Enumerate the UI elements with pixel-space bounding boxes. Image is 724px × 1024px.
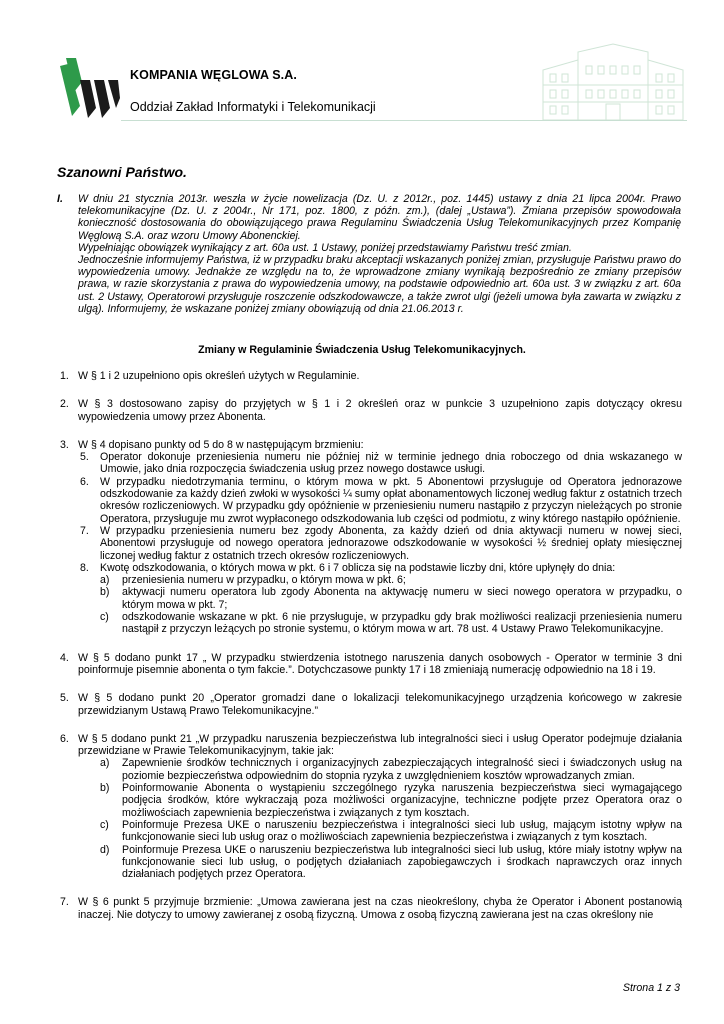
letter-label: c) [100, 611, 109, 624]
letter-text: Poinformuje Prezesa UKE o naruszeniu bezpieczeństwa lub integralności sieci lub usług, które miały istotny wpływ na funkcjonowanie sieci lub usług, o podjętych działaniach zapobiegawczych i środkach naprawczych oraz innych działaniach podjętych przez Operatora. [122, 843, 682, 881]
sub-point-number: 8. [80, 561, 89, 574]
letter-text: przeniesienia numeru w przypadku, o którym mowa w pkt. 6; [122, 574, 406, 587]
list-item [60, 733, 682, 881]
company-name: KOMPANIA WĘGLOWA S.A. [130, 68, 297, 82]
item-text: W § 5 dodano punkt 20 „Operator gromadzi dane o lokalizacji telekomunikacyjnego urządzenia końcowego w zakresie przewidzianym Ustawą Prawo Telekomunikacyjne.” [78, 692, 682, 717]
letter-label: b) [100, 782, 110, 795]
item-text: W § 6 punkt 5 przyjmuje brzmienie: „Umowa zawierana jest na czas nieokreślony, chyba że Operator i Abonent postanowią inaczej. Nie dotyczy to umowy zawieranej z osobą fizyczną. Umowa z osobą fizyczną zawierana jest na czas określony nie [78, 896, 682, 921]
intro-number: I. [57, 193, 63, 205]
list-item [60, 692, 682, 717]
letter-text: Zapewnienie środków technicznych i organizacyjnych zabezpieczających integralność sieci i świadczonych usług na poziomie bezpieczeństwa odpowiednim do stopnia ryzyka z uwzględnieniem kosztów wprowadzanych zmian. [122, 757, 682, 782]
intro-paragraph: Wypełniając obowiązek wynikający z art. 60a ust. 1 Ustawy, poniżej przedstawiamy Państwu treść zmian. [78, 241, 572, 254]
letter-point [100, 844, 682, 881]
letter-point [100, 757, 682, 782]
letter-label: a) [100, 574, 110, 587]
company-logo [60, 58, 120, 118]
sub-point-text: W przypadku przeniesienia numeru bez zgody Abonenta, za każdy dzień od dnia aktywacji numeru w nowej sieci, Abonentowi przysługuje od nowego operatora jednorazowe odszkodowanie w wysokości ½ średniej opłaty miesięcznej liczonej według faktur z ostatnich trzech okresów rozliczeniowych. [100, 524, 682, 562]
building-watermark-icon [538, 40, 688, 122]
letter-text: Poinformowanie Abonenta o wystąpieniu szczególnego ryzyka naruszenia bezpieczeństwa sieci wymagającego podjęcia środków, które wykraczają poza możliwości organizacyjne, techniczne podjęte przez Operatora oraz o możliwościach zapewnienia bezpieczeństwa i związanych z tym kosztach. [122, 782, 682, 819]
page-number: Strona 1 z 3 [622, 982, 680, 994]
item-number: 7. [60, 896, 69, 909]
letter-point [100, 782, 682, 819]
item-text: W § 5 dodano punkt 17 „ W przypadku stwierdzenia istotnego naruszenia danych osobowych - Operator w terminie 3 dni poinformuje pisemnie abonenta o tym fakcie.”. Dotychczasowe punkty 17 i 18 zmieniają numerację odpowiednio na 18 i 19. [78, 651, 682, 676]
sub-point-text: W przypadku niedotrzymania terminu, o którym mowa w pkt. 5 Abonentowi przysługuje od Operatora jednorazowe odszkodowanie za każdy dzień zwłoki w wysokości ¼ sumy opłat abonamentowych liczonej według faktur z ostatnich trzech okresów rozliczeniowych. W przypadku gdy opóźnienie w przeniesieniu numeru nastąpiło z przyczyn nieleżących po stronie Operatora, przysługuje mu zwrot wypłaconego odszkodowania lub części od podmiotu, z winy którego nastąpiło opóźnienie. [100, 475, 682, 525]
section-heading: Zmiany w Regulaminie Świadczenia Usług Telekomunikacyjnych. [198, 344, 526, 356]
sub-point [80, 476, 682, 525]
letter-label: a) [100, 757, 110, 770]
letter-text: aktywacji numeru operatora lub zgody Abonenta na aktywację numeru w sieci nowego operatora w przypadku, o którym mowa w pkt. 7; [122, 586, 682, 611]
sub-point-number: 7. [80, 524, 89, 537]
list-item [60, 370, 682, 382]
item-text: W § 1 i 2 uzupełniono opis określeń użytych w Regulaminie. [78, 370, 360, 382]
item-text: W § 5 dodano punkt 21 „W przypadku naruszenia bezpieczeństwa lub integralności sieci i usług Operator podejmuje działania przewidziane w Prawie Telekomunikacyjnym, takie jak: [78, 732, 682, 758]
letter-text: odszkodowanie wskazane w pkt. 6 nie przysługuje, w przypadku gdy brak możliwości realizacji przeniesienia numeru nastąpił z przyczyn leżących po stronie systemu, o którym mowa w art. 78 ust. 4 Ustawy Prawo Telekomunikacyjne. [122, 611, 682, 636]
sub-point [80, 525, 682, 562]
sub-point-number: 6. [80, 475, 89, 488]
list-item [60, 896, 682, 921]
item-number: 1. [60, 370, 69, 382]
letter-label: b) [100, 586, 110, 599]
letter-text: Poinformuje Prezesa UKE o naruszeniu bezpieczeństwa i integralności sieci lub usług, mającym istotny wpływ na funkcjonowanie sieci lub usług oraz o możliwościach zapewnienia bezpieczeństwa i związanych z tym kosztach. [122, 818, 682, 844]
header-divider [121, 120, 687, 121]
item-number: 6. [60, 732, 69, 745]
item-number: 2. [60, 398, 69, 411]
sub-point-text: Operator dokonuje przeniesienia numeru nie później niż w terminie jednego dnia roboczego od dnia wskazanego w Umowie, jako dnia rozpoczęcia świadczenia usług przez nowego dostawce usługi. [100, 451, 682, 476]
letter-point [100, 586, 682, 611]
sub-point [80, 562, 682, 574]
list-item [60, 439, 682, 636]
item-number: 5. [60, 692, 69, 705]
intro-paragraph: W dniu 21 stycznia 2013r. weszła w życie nowelizacja (Dz. U. z 2012r., poz. 1445) ustawy z dnia 21 lipca 2004r. Prawo telekomunikacyjne (Dz. U. z 2004r., Nr 171, poz. 1800, z późn. zm.), (dalej „Ustawa”). Zmiana przepisów spowodowała konieczność dostosowania do obowiązującego prawa Regulaminu Świadczenia Usług Telekomunikacyjnych przez Kompanię Węglową S.A. oraz wzoru Umowy Abonenckiej. [78, 193, 681, 242]
item-text: W § 3 dostosowano zapisy do przyjętych w § 1 i 2 określeń oraz w punkcie 3 uzupełniono zapis dotyczący okresu wypowiedzenia umowy przez Abonenta. [78, 398, 682, 423]
sub-point [80, 451, 682, 476]
item-number: 3. [60, 438, 69, 451]
letter-point [100, 819, 682, 844]
sub-point-text: Kwotę odszkodowania, o których mowa w pkt. 6 i 7 oblicza się na podstawie liczby dni, które upłynęły do dnia: [100, 561, 616, 574]
item-number: 4. [60, 651, 69, 664]
item-text: W § 4 dopisano punkty od 5 do 8 w następującym brzmieniu: [78, 438, 364, 451]
branch-name: Oddział Zakład Informatyki i Telekomunikacji [130, 100, 376, 114]
letter-label: c) [100, 818, 109, 831]
letter-point [100, 611, 682, 636]
intro-paragraph: Jednocześnie informujemy Państwa, iż w przypadku braku akceptacji wskazanych poniżej zmian, przysługuje Państwu prawo do wypowiedzenia umowy. Jednakże ze względu na to, że wprowadzone zmiany wynikają bezpośrednio ze zmiany przepisów prawa, w razie skorzystania z prawa do wypowiedzenia umowy, na podstawie odpowiednio art. 60a ust. 3 w związku z art. 60a ust. 2 Ustawy, Operatorowi przysługuje roszczenie odszkodowawcze, a także zwrot ulgi (jeżeli umowa była zawarta w związku z ulgą). Informujemy, że wskazane poniżej zmiany obowiązują od dnia 21.06.2013 r. [78, 254, 681, 315]
sub-point-number: 5. [80, 451, 89, 464]
list-item [60, 652, 682, 677]
letter-label: d) [100, 843, 110, 856]
changes-list [60, 370, 682, 937]
list-item [60, 398, 682, 423]
salutation: Szanowni Państwo. [57, 164, 187, 180]
intro-section [57, 193, 681, 315]
letter-point [100, 574, 682, 586]
